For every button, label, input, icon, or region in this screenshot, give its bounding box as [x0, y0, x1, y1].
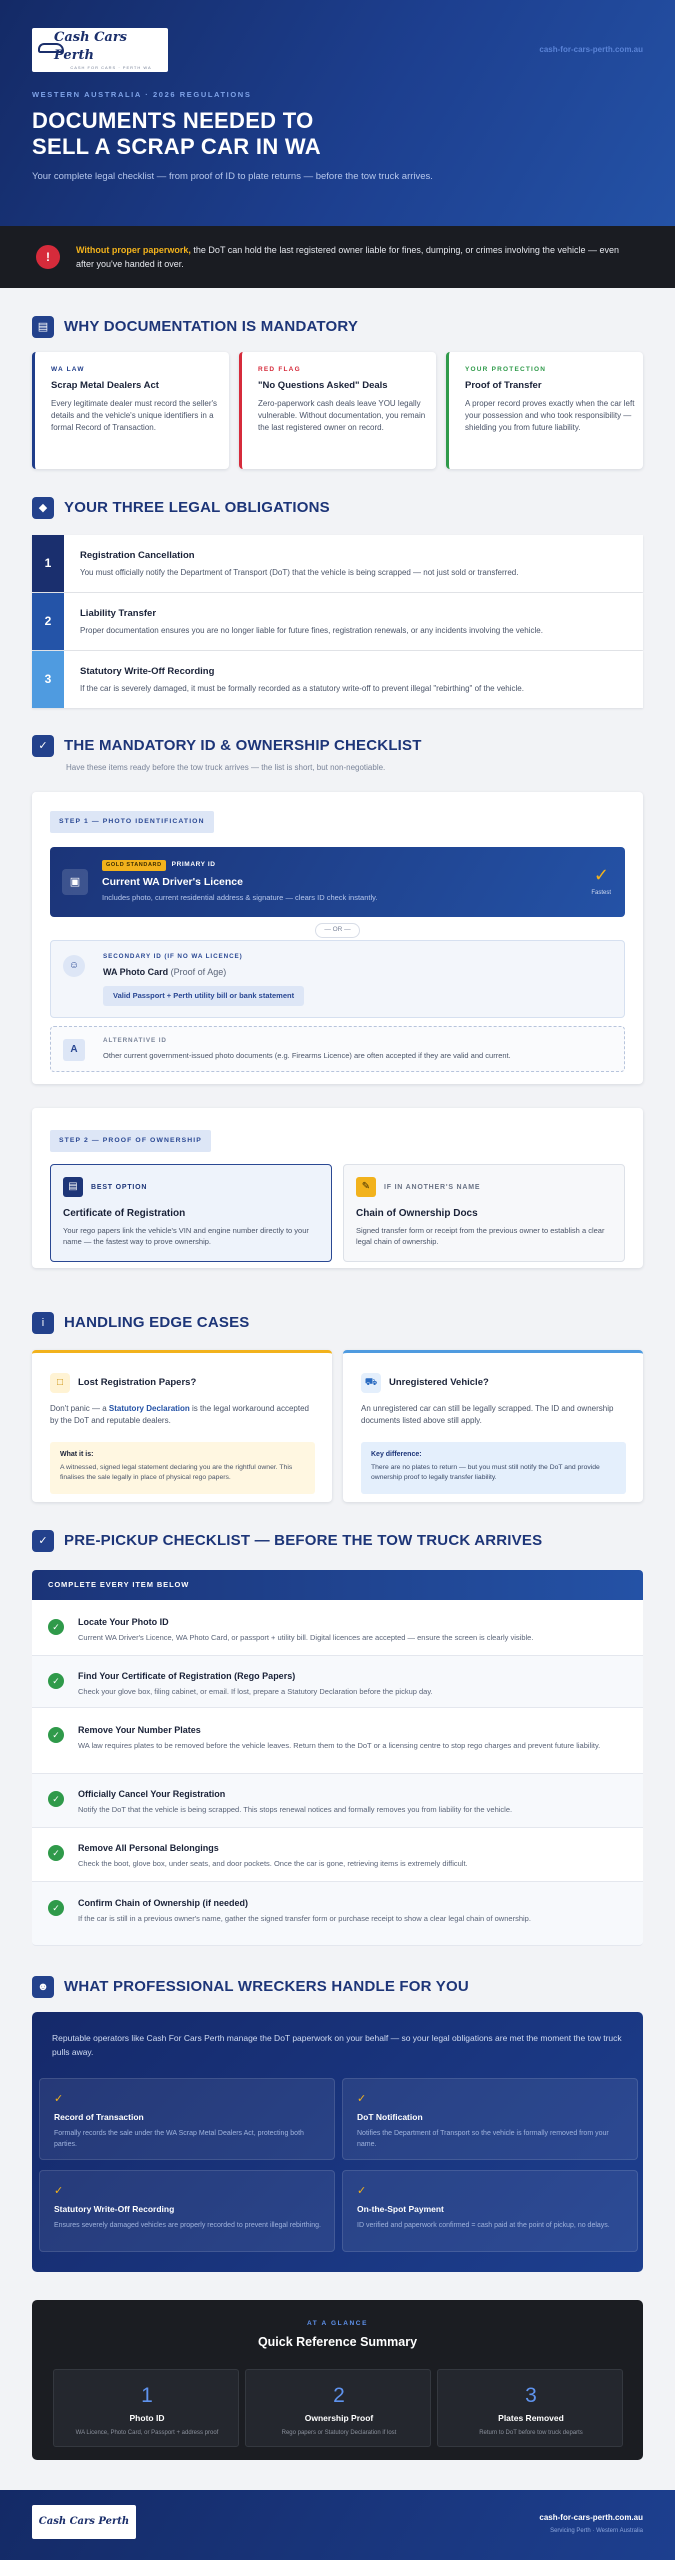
secondary-id-option[interactable]: [50, 940, 625, 1018]
other-owner-tag: IF IN ANOTHER'S NAME: [384, 1184, 481, 1191]
checklist-item-title: Remove All Personal Belongings: [78, 1843, 219, 1853]
checklist-item-title: Locate Your Photo ID: [78, 1617, 169, 1627]
primary-id-tags: [102, 860, 216, 871]
warning-body: the DoT can hold the last registered owner liable for fines, dumping, or crimes involving the vehicle — even after you've handed it over.: [76, 245, 619, 269]
document-icon: ▤: [63, 1177, 83, 1197]
summary-card: [53, 2369, 239, 2447]
check-icon: ✓: [48, 1900, 64, 1916]
callout-title: What it is:: [60, 1451, 94, 1458]
best-option-card[interactable]: [50, 1164, 332, 1262]
edge-body-part: is the legal workaround accepted by the DoT and reputable dealers.: [50, 1404, 309, 1425]
check-icon: ✓: [357, 2093, 367, 2105]
document-icon: ▤: [32, 316, 54, 338]
other-owner-body: Signed transfer form or receipt from the previous owner to establish a clear legal chain of ownership.: [356, 1226, 605, 1247]
check-icon: ✓: [48, 1673, 64, 1689]
checklist-item-body: Check your glove box, filing cabinet, or email. If lost, prepare a Statutory Declaration before the pickup day.: [78, 1687, 433, 1696]
why-card-red-flag: [239, 352, 436, 469]
why-card-title: Scrap Metal Dealers Act: [51, 380, 159, 391]
callout-title: Key difference:: [371, 1451, 422, 1458]
section-pre-pickup: [32, 1530, 542, 1552]
section-title: WHAT PROFESSIONAL WRECKERS HANDLE FOR YOU: [64, 1977, 469, 1995]
pre-pickup-bar: [32, 1570, 643, 1600]
checklist-item-body: WA law requires plates to be removed before the vehicle leaves. Return them to the DoT or a licensing centre to stop rego charges and prevent future liability.: [78, 1741, 601, 1750]
summary-card: [437, 2369, 623, 2447]
warning-icon: !: [36, 245, 60, 269]
check-icon: ✓: [54, 2185, 64, 2197]
summary-number: 3: [525, 2384, 537, 2407]
summary-card-body: Rego papers or Statutory Declaration if lost: [281, 2430, 397, 2436]
warning-text: [76, 244, 636, 272]
step2-pill: STEP 2 — PROOF OF OWNERSHIP: [50, 1130, 211, 1152]
service-card: [342, 2170, 638, 2252]
checklist-item[interactable]: [32, 1600, 643, 1656]
footer-site-link[interactable]: cash-for-cars-perth.com.au: [539, 2513, 643, 2522]
why-card-label: YOUR PROTECTION: [465, 366, 547, 373]
chat-icon: □: [50, 1373, 70, 1393]
alternative-letter-icon: A: [63, 1039, 85, 1061]
check-icon: ✓: [54, 2093, 64, 2105]
or-divider: [32, 923, 643, 938]
section-professionals: [32, 1976, 469, 1998]
primary-id-title: Current WA Driver's Licence: [102, 876, 243, 888]
service-card: [342, 2078, 638, 2160]
checklist-icon: ✓: [32, 735, 54, 757]
why-card-title: Proof of Transfer: [465, 380, 542, 391]
alternative-id-body: Other current government-issued photo documents (e.g. Firearms Licence) are often accepted if they are valid and current.: [103, 1051, 511, 1060]
shield-icon: ◆: [32, 497, 54, 519]
logo-tagline: CASH FOR CARS · PERTH WA: [70, 65, 152, 71]
checklist-icon: ✓: [32, 1530, 54, 1552]
primary-id-tag: PRIMARY ID: [171, 861, 216, 869]
summary-number: 1: [141, 2384, 153, 2407]
service-card: [39, 2078, 335, 2160]
callout-body: A witnessed, signed legal statement declaring you are the rightful owner. This finalises the sale legally in place of physical rego papers.: [60, 1464, 293, 1482]
gold-standard-badge: GOLD STANDARD: [102, 860, 166, 871]
checklist-item-body: Current WA Driver's Licence, WA Photo Card, or passport + utility bill. Digital licences are accepted — ensure the screen is clearly visible.: [78, 1633, 534, 1642]
person-icon: ☺: [63, 955, 85, 977]
service-body: Notifies the Department of Transport so the vehicle is formally removed from your name.: [357, 2130, 609, 2148]
hero-kicker: WESTERN AUSTRALIA · 2026 REGULATIONS: [32, 90, 252, 99]
combo-plus: +: [164, 991, 174, 1000]
why-card-protection: [446, 352, 643, 469]
summary-title: Quick Reference Summary: [257, 2335, 418, 2349]
obligation-row: [32, 651, 643, 708]
professionals-panel: [32, 2012, 643, 2272]
summary-kicker: AT A GLANCE: [306, 2320, 369, 2327]
secondary-id-combo: [103, 986, 304, 1006]
obligation-number: 3: [32, 651, 64, 708]
primary-id-option[interactable]: [50, 847, 625, 917]
section-checklist: [32, 735, 422, 757]
checklist-item-title: Officially Cancel Your Registration: [78, 1789, 226, 1799]
checklist-item-title: Find Your Certificate of Registration (Rego Papers): [78, 1671, 296, 1681]
checklist-item-body: Notify the DoT that the vehicle is being scrapped. This stops renewal notices and formally removes you from liability for the vehicle.: [78, 1805, 513, 1814]
service-title: Record of Transaction: [54, 2112, 144, 2122]
edit-icon: ✎: [356, 1177, 376, 1197]
checklist-item[interactable]: [32, 1828, 643, 1882]
section-edge-cases: [32, 1312, 250, 1334]
service-title: DoT Notification: [357, 2112, 423, 2122]
team-icon: ☻: [32, 1976, 54, 1998]
why-card-label: RED FLAG: [258, 366, 301, 373]
secondary-id-title: [103, 966, 226, 978]
footer-subtitle: Servicing Perth · Western Australia: [550, 2528, 643, 2534]
checklist-item-body: Check the boot, glove box, under seats, and door pockets. Once the car is gone, retrieving items is extremely difficult.: [78, 1859, 468, 1868]
combo-item-passport: Valid Passport: [113, 991, 165, 1000]
section-title: YOUR THREE LEGAL OBLIGATIONS: [64, 498, 330, 516]
page-title: [32, 108, 452, 159]
primary-id-status: Fastest: [591, 890, 611, 896]
check-icon: ✓: [48, 1845, 64, 1861]
service-body: ID verified and paperwork confirmed = cash paid at the point of pickup, no delays.: [357, 2222, 610, 2229]
edge-card-lost-papers: [32, 1350, 332, 1502]
logo[interactable]: [32, 28, 168, 72]
why-card-title: "No Questions Asked" Deals: [258, 380, 388, 391]
service-title: On-the-Spot Payment: [357, 2204, 444, 2214]
checklist-item[interactable]: [32, 1656, 643, 1708]
footer-logo-brand: Cash Cars Perth: [38, 2516, 130, 2528]
why-card-body: Every legitimate dealer must record the seller's details and the vehicle's unique identifiers in a formal Record of Transaction.: [51, 399, 218, 432]
why-card-law: [32, 352, 229, 469]
check-icon: ✓: [357, 2185, 367, 2197]
footer: [0, 2490, 675, 2560]
checklist-item[interactable]: [32, 1708, 643, 1774]
step1-pill: STEP 1 — PHOTO IDENTIFICATION: [50, 811, 214, 833]
obligation-title: Registration Cancellation: [80, 550, 195, 561]
checklist-item[interactable]: [32, 1774, 643, 1828]
alternative-id-option[interactable]: [50, 1026, 625, 1072]
callout-body: There are no plates to return — but you must still notify the DoT and provide ownership proof to legally transfer liability.: [371, 1464, 600, 1482]
checklist-item-title: Confirm Chain of Ownership (if needed): [78, 1898, 249, 1908]
why-card-label: WA LAW: [51, 366, 85, 373]
warning-bold: Without proper paperwork,: [76, 245, 191, 255]
hero-banner: [0, 0, 675, 226]
section-title: HANDLING EDGE CASES: [64, 1313, 250, 1331]
service-title: Statutory Write-Off Recording: [54, 2204, 175, 2214]
obligation-title: Liability Transfer: [80, 608, 157, 619]
or-label: — OR —: [315, 923, 359, 938]
section-why: [32, 316, 358, 338]
other-owner-card[interactable]: [343, 1164, 625, 1262]
car-icon: [38, 43, 64, 53]
summary-card: [245, 2369, 431, 2447]
check-icon: ✓: [48, 1727, 64, 1743]
page-title-line-2: SELL A SCRAP CAR IN WA: [32, 133, 321, 159]
service-body: Ensures severely damaged vehicles are properly recorded to prevent illegal rebirthing.: [54, 2222, 321, 2229]
summary-card-body: Return to DoT before tow truck departs: [479, 2430, 583, 2436]
secondary-id-title-suffix: (Proof of Age): [168, 967, 227, 977]
logo-brand: Cash Cars Perth: [54, 30, 128, 63]
professionals-intro: Reputable operators like Cash For Cars Perth manage the DoT paperwork on your behalf — so your legal obligations are met the moment the tow truck pulls away.: [52, 2033, 622, 2057]
edge-body-part: Don't panic — a: [50, 1404, 109, 1413]
alternative-id-label: ALTERNATIVE ID: [103, 1037, 167, 1044]
page-title-line-1: DOCUMENTS NEEDED TO: [32, 108, 314, 133]
statutory-declaration-link[interactable]: Statutory Declaration: [108, 1404, 190, 1413]
info-icon: i: [32, 1312, 54, 1334]
checklist-item-body: If the car is still in a previous owner's name, gather the signed transfer form or purchase receipt to show a clear legal chain of ownership.: [78, 1914, 531, 1923]
check-icon: ✓: [48, 1619, 64, 1635]
summary-card-title: Plates Removed: [498, 2413, 564, 2423]
why-card-body: Zero-paperwork cash deals leave YOU legally vulnerable. Without documentation, you remain the last registered owner on record.: [258, 399, 426, 432]
summary-card-body: WA Licence, Photo Card, or Passport + address proof: [75, 2430, 219, 2436]
id-card-icon: ▣: [62, 869, 88, 895]
obligation-body: You must officially notify the Department of Transport (DoT) that the vehicle is being scrapped — not just sold or transferred.: [80, 568, 519, 577]
site-link[interactable]: cash-for-cars-perth.com.au: [539, 45, 643, 54]
obligation-body: If the car is severely damaged, it must be formally recorded as a statutory write-off to prevent illegal "rebirthing" of the vehicle.: [80, 684, 524, 693]
obligation-number: 2: [32, 593, 64, 650]
checklist-item[interactable]: [32, 1882, 643, 1946]
edge-card-unregistered: [343, 1350, 643, 1502]
obligation-row: [32, 593, 643, 650]
warning-bar: [0, 226, 675, 288]
summary-number: 2: [333, 2384, 345, 2407]
service-card: [39, 2170, 335, 2252]
pre-pickup-bar-label: COMPLETE EVERY ITEM BELOW: [48, 1580, 190, 1589]
summary-card-title: Ownership Proof: [304, 2413, 374, 2423]
check-icon: ✓: [593, 865, 609, 885]
best-option-body: Your rego papers link the vehicle's VIN and engine number directly to your name — the fastest way to prove ownership.: [63, 1226, 309, 1247]
obligation-title: Statutory Write-Off Recording: [80, 666, 215, 677]
primary-id-body: Includes photo, current residential address & signature — clears ID check instantly.: [102, 893, 378, 902]
check-icon: ✓: [48, 1791, 64, 1807]
secondary-id-label: SECONDARY ID (IF NO WA LICENCE): [103, 953, 243, 960]
obligation-body: Proper documentation ensures you are no longer liable for future fines, registration renewals, or any incidents involving the vehicle.: [80, 626, 543, 635]
combo-item-bill: Perth utility bill or bank statement: [173, 991, 295, 1000]
other-owner-title: Chain of Ownership Docs: [356, 1208, 478, 1219]
section-title: WHY DOCUMENTATION IS MANDATORY: [64, 317, 359, 335]
best-option-title: Certificate of Registration: [63, 1208, 186, 1219]
section-subtitle: Have these items ready before the tow truck arrives — the list is short, but non-negotiable.: [66, 763, 386, 772]
obligation-number: 1: [32, 535, 64, 592]
truck-icon: ⛟: [361, 1373, 381, 1393]
edge-card-body: An unregistered car can still be legally scrapped. The ID and ownership documents listed above still apply.: [361, 1404, 614, 1425]
footer-logo[interactable]: [32, 2505, 136, 2539]
summary-card-title: Photo ID: [129, 2413, 165, 2423]
page-subtitle: Your complete legal checklist — from proof of ID to plate returns — before the tow truck arrives.: [32, 171, 433, 182]
why-card-body: A proper record proves exactly when the car left your possession and who took responsibility — shielding you from future liability.: [465, 399, 635, 432]
section-title: THE MANDATORY ID & OWNERSHIP CHECKLIST: [64, 736, 422, 754]
edge-card-title: Lost Registration Papers?: [78, 1377, 197, 1388]
step1-card: [32, 792, 643, 1084]
section-obligations: [32, 497, 330, 519]
edge-card-body: [50, 1403, 315, 1427]
checklist-item-title: Remove Your Number Plates: [78, 1725, 201, 1735]
obligation-row: [32, 535, 643, 592]
section-title: PRE-PICKUP CHECKLIST — BEFORE THE TOW TRUCK ARRIVES: [64, 1531, 543, 1549]
edge-card-title: Unregistered Vehicle?: [389, 1377, 489, 1388]
edge-callout: [50, 1442, 315, 1494]
secondary-id-title-main: WA Photo Card: [103, 967, 169, 977]
edge-callout: [361, 1442, 626, 1494]
step2-card: [32, 1108, 643, 1268]
best-option-tag: BEST OPTION: [91, 1184, 148, 1191]
service-body: Formally records the sale under the WA Scrap Metal Dealers Act, protecting both parties.: [54, 2130, 304, 2148]
